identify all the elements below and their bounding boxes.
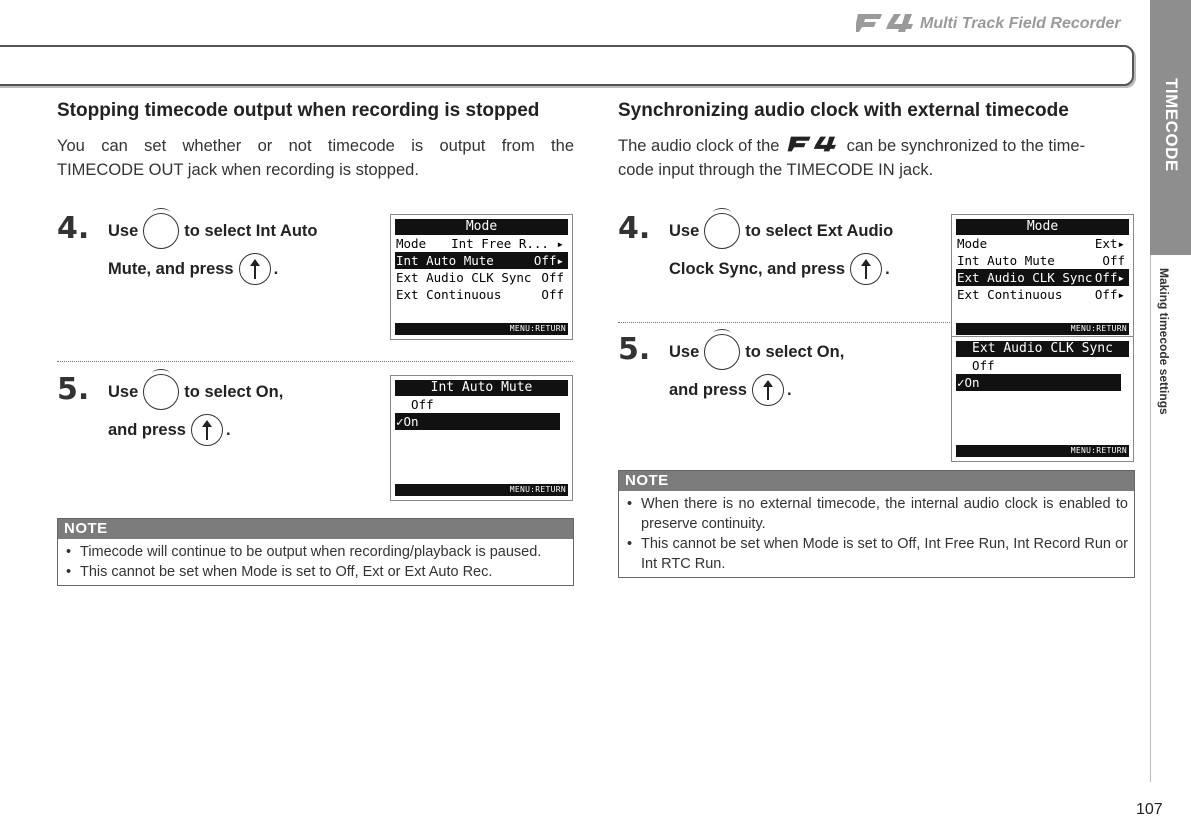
left-body-line2: TIMECODE OUT jack when recording is stopped. bbox=[57, 161, 419, 179]
lcd-row: Ext Continuous Off bbox=[396, 287, 564, 302]
lcd-footer: MENU:RETURN bbox=[956, 323, 1129, 335]
right-step4-line1 bbox=[669, 213, 893, 249]
right-step5-line2 bbox=[669, 374, 792, 406]
lcd-row: Int Auto Mute Off bbox=[957, 253, 1125, 268]
lcd-footer: MENU:RETURN bbox=[395, 323, 568, 335]
right-step5-use: Use bbox=[669, 342, 700, 361]
note-heading: NOTE bbox=[58, 519, 573, 539]
left-step4-line2 bbox=[108, 253, 278, 285]
right-body-pre: The audio clock of the bbox=[618, 137, 780, 155]
dial-icon bbox=[143, 213, 179, 249]
lcd-row: Mode Ext▸ bbox=[957, 236, 1125, 251]
right-step4-line2-text: Clock Sync, and press bbox=[669, 259, 846, 278]
right-section-title: Synchronizing audio clock with external timecode bbox=[618, 100, 1069, 121]
right-step5-line2-text: and press bbox=[669, 380, 747, 399]
right-step4-use: Use bbox=[669, 221, 700, 240]
press-dial-icon bbox=[850, 253, 882, 285]
press-dial-icon bbox=[752, 374, 784, 406]
dial-icon bbox=[704, 334, 740, 370]
left-note-box bbox=[57, 518, 574, 586]
right-note-box bbox=[618, 470, 1135, 578]
right-step5-line1 bbox=[669, 334, 844, 370]
dial-icon bbox=[704, 213, 740, 249]
left-step5-line1 bbox=[108, 374, 283, 410]
lcd-row: Ext Audio CLK Sync Off bbox=[396, 270, 564, 285]
page-number: 107 bbox=[1136, 801, 1163, 818]
header-bar bbox=[0, 45, 1134, 86]
step-divider bbox=[57, 361, 573, 362]
note-item: • This cannot be set when Mode is set to Off, Ext or Ext Auto Rec. bbox=[64, 562, 567, 582]
left-step5-number: 5. bbox=[57, 372, 90, 407]
lcd-row: Off bbox=[396, 397, 434, 412]
right-step4-number: 4. bbox=[618, 211, 651, 246]
lcd-title: Mode bbox=[956, 219, 1129, 235]
left-step4-line2-text: Mute, and press bbox=[108, 259, 234, 278]
sidebar-tab-label: TIMECODE bbox=[1162, 78, 1181, 172]
left-step4-line1 bbox=[108, 213, 318, 249]
step-divider bbox=[618, 322, 958, 323]
right-step4-select-text: to select Ext Audio bbox=[745, 221, 894, 240]
lcd-row: Ext Continuous Off▸ bbox=[957, 287, 1125, 302]
sidebar-section-label: Making timecode settings bbox=[1157, 268, 1171, 415]
left-step5-line2-text: and press bbox=[108, 420, 186, 439]
right-step5-period: . bbox=[786, 380, 792, 399]
dial-icon bbox=[143, 374, 179, 410]
right-step4-line2 bbox=[669, 253, 890, 285]
sidebar-tab-label-wrap bbox=[1155, 78, 1185, 198]
right-screen-mode bbox=[951, 214, 1134, 340]
right-body-line2: code input through the TIMECODE IN jack. bbox=[618, 161, 934, 179]
lcd-row-selected: ✓On bbox=[395, 413, 560, 430]
note-item: • This cannot be set when Mode is set to Off, Int Free Run, Int Record Run or Int RTC Run. bbox=[625, 534, 1128, 574]
left-step4-period: . bbox=[273, 259, 279, 278]
left-body-line1: You can set whether or not timecode is output from the bbox=[57, 137, 574, 155]
lcd-title: Int Auto Mute bbox=[395, 380, 568, 396]
left-section-title: Stopping timecode output when recording is stopped bbox=[57, 100, 540, 121]
f4-logo bbox=[786, 135, 840, 153]
lcd-footer: MENU:RETURN bbox=[395, 484, 568, 496]
lcd-row-selected: ✓On bbox=[956, 374, 1121, 391]
note-item: • Timecode will continue to be output when recording/playback is paused. bbox=[64, 542, 567, 562]
left-screen-mode bbox=[390, 214, 573, 340]
lcd-row-selected: Ext Audio CLK Sync Off▸ bbox=[956, 269, 1129, 286]
lcd-row-selected: Int Auto Mute Off▸ bbox=[395, 252, 568, 269]
right-body-post: can be synchronized to the time- bbox=[846, 137, 1086, 155]
left-column bbox=[57, 98, 574, 182]
press-dial-icon bbox=[191, 414, 223, 446]
lcd-title: Mode bbox=[395, 219, 568, 235]
left-step4-number: 4. bbox=[57, 211, 90, 246]
right-step5-number: 5. bbox=[618, 332, 651, 367]
note-item: • When there is no external timecode, the internal audio clock is enabled to preserve continuity. bbox=[625, 494, 1128, 534]
left-step4-use: Use bbox=[108, 221, 139, 240]
right-screen-ext-audio-clk-sync bbox=[951, 336, 1134, 462]
left-section-body bbox=[57, 134, 574, 182]
right-step5-select-text: to select On, bbox=[745, 342, 845, 361]
press-dial-icon bbox=[239, 253, 271, 285]
lcd-title: Ext Audio CLK Sync bbox=[956, 341, 1129, 357]
right-column bbox=[618, 98, 1135, 182]
left-step4-select-text: to select Int Auto bbox=[184, 221, 318, 240]
note-heading: NOTE bbox=[619, 471, 1134, 491]
left-step5-period: . bbox=[225, 420, 231, 439]
right-body-line1 bbox=[618, 134, 1135, 158]
lcd-footer: MENU:RETURN bbox=[956, 445, 1129, 457]
f4-logo bbox=[856, 12, 914, 34]
lcd-row: Mode Int Free R... ▸ bbox=[396, 236, 564, 251]
left-step5-line2 bbox=[108, 414, 231, 446]
right-section-body bbox=[618, 134, 1135, 182]
left-step5-select-text: to select On, bbox=[184, 382, 284, 401]
left-screen-int-auto-mute bbox=[390, 375, 573, 501]
left-step5-use: Use bbox=[108, 382, 139, 401]
right-step4-period: . bbox=[885, 259, 890, 278]
lcd-row: Off bbox=[957, 358, 995, 373]
header-subtitle: Multi Track Field Recorder bbox=[920, 15, 1121, 32]
